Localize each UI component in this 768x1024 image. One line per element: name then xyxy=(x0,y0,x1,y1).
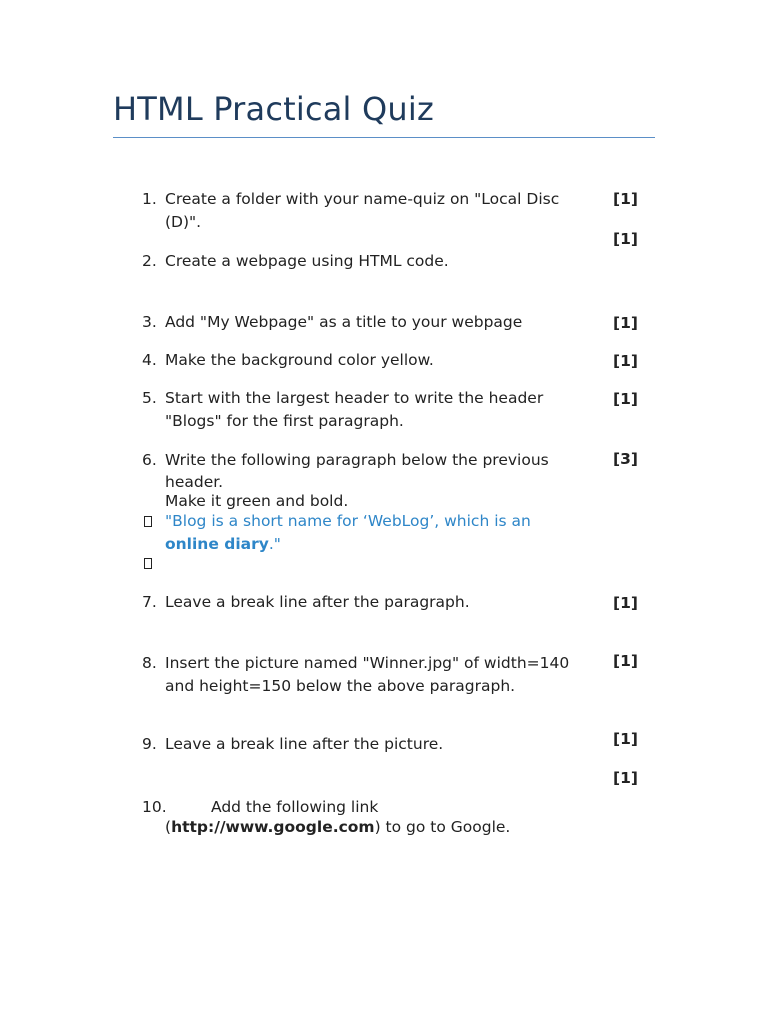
question-number: 8. xyxy=(142,654,157,672)
question-text: Insert the picture named "Winner.jpg" of width=140 xyxy=(165,654,570,672)
question-text: header. xyxy=(165,473,224,491)
question-marks: [1] xyxy=(613,230,638,248)
question-number: 3. xyxy=(142,313,157,331)
link-instruction xyxy=(165,816,510,839)
page-title: HTML Practical Quiz xyxy=(113,90,434,128)
question-text: Add the following link xyxy=(211,798,379,816)
google-link[interactable]: http://www.google.com xyxy=(171,818,375,836)
question-text: Leave a break line after the paragraph. xyxy=(165,593,470,611)
question-text: "Blogs" for the first paragraph. xyxy=(165,412,404,430)
quote-line-1: "Blog is a short name for ‘WebLog’, which is an xyxy=(165,512,531,530)
missing-glyph-box-icon xyxy=(144,516,152,527)
question-marks: [1] xyxy=(613,190,638,208)
question-marks: [3] xyxy=(613,450,638,468)
question-text: Leave a break line after the picture. xyxy=(165,735,444,753)
question-text: Add "My Webpage" as a title to your webpage xyxy=(165,313,523,331)
question-text: Make it green and bold. xyxy=(165,492,349,510)
question-marks: [1] xyxy=(613,390,638,408)
question-text: (D)". xyxy=(165,213,202,231)
quote-bold: online diary xyxy=(165,535,269,553)
question-number: 9. xyxy=(142,735,157,753)
question-text: Make the background color yellow. xyxy=(165,351,434,369)
title-underline xyxy=(113,137,655,138)
question-text: Create a folder with your name-quiz on "Local Disc xyxy=(165,190,560,208)
question-text: Start with the largest header to write the header xyxy=(165,389,544,407)
quote-text xyxy=(165,533,281,556)
quote-text xyxy=(165,510,531,533)
question-marks: [1] xyxy=(613,652,638,670)
question-number: 4. xyxy=(142,351,157,369)
question-marks: [1] xyxy=(613,769,638,787)
question-number: 6. xyxy=(142,451,157,469)
question-marks: [1] xyxy=(613,314,638,332)
question-number: 10. xyxy=(142,798,167,816)
question-text: Write the following paragraph below the previous xyxy=(165,451,549,469)
question-number: 5. xyxy=(142,389,157,407)
missing-glyph-box-icon xyxy=(144,558,152,569)
question-marks: [1] xyxy=(613,594,638,612)
question-number: 2. xyxy=(142,252,157,270)
quote-end: ." xyxy=(268,535,281,553)
question-text: Create a webpage using HTML code. xyxy=(165,252,449,270)
link-close-text: ) to go to Google. xyxy=(374,818,511,836)
question-number: 1. xyxy=(142,190,157,208)
question-number: 7. xyxy=(142,593,157,611)
question-marks: [1] xyxy=(613,352,638,370)
question-marks: [1] xyxy=(613,730,638,748)
link-open-paren: ( xyxy=(165,818,172,836)
question-text: and height=150 below the above paragraph. xyxy=(165,677,516,695)
